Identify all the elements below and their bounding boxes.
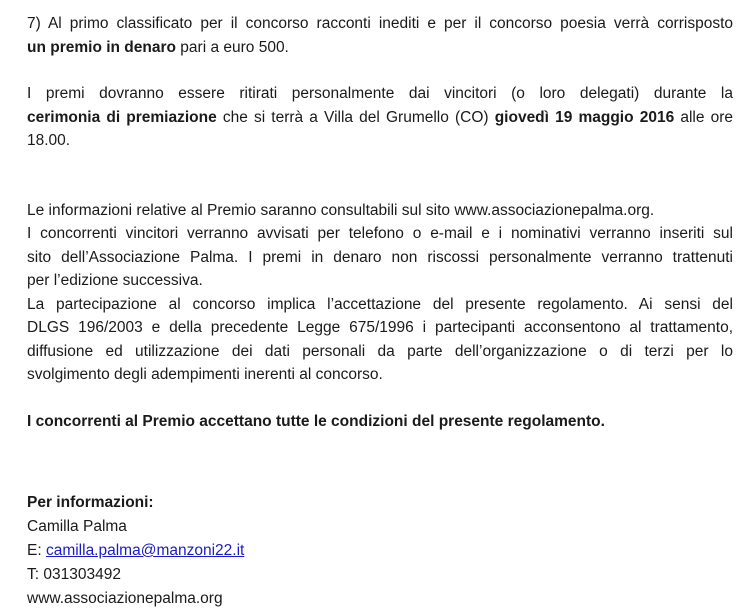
acceptance-statement: [27, 410, 733, 434]
ceremony-paragraph: [27, 82, 733, 153]
ceremony-date-bold: giovedì 19 maggio 2016: [494, 108, 675, 126]
contact-heading: [27, 491, 733, 515]
contact-email-row: [27, 539, 733, 563]
ceremony-location: che si terrà a Villa del Grumello (CO): [216, 108, 495, 126]
info-line-5: La partecipazione al concorso implica l’accettazione del presente regolamento. Ai sensi del: [27, 295, 733, 313]
prize-line-2-rest: pari a euro 500.: [175, 38, 289, 56]
info-line-3: sito dell’Associazione Palma. I premi in denaro non riscossi personalmente verranno trattenuti: [27, 248, 733, 266]
contact-heading-text: Per informazioni:: [27, 494, 154, 511]
acceptance-statement-text: I concorrenti al Premio accettano tutte le condizioni del presente regolamento.: [27, 412, 605, 430]
info-line-2: I concorrenti vincitori verranno avvisati per telefono o e-mail e i nominativi verranno inseriti sul: [27, 225, 733, 242]
prize-paragraph: [27, 12, 733, 59]
document-page: [27, 12, 733, 611]
ceremony-line-1: I premi dovranno essere ritirati personalmente dai vincitori (o loro delegati) durante la: [27, 85, 733, 102]
info-line-8: svolgimento degli adempimenti inerenti al concorso.: [27, 366, 383, 383]
contact-email-link[interactable]: camilla.palma@manzoni22.it: [45, 542, 245, 559]
info-line-4: per l’edizione successiva.: [27, 272, 203, 289]
info-line-1: Le informazioni relative al Premio saranno consultabili sul sito www.associazionepalma.org.: [27, 201, 655, 219]
ceremony-time-prefix: alle ore: [674, 108, 733, 126]
prize-line-1: 7) Al primo classificato per il concorso racconti inediti e per il concorso poesia verrà corrisposto: [27, 15, 733, 32]
info-line-7: diffusione ed utilizzazione dei dati personali da parte dell’organizzazione o di terzi per lo: [27, 342, 733, 360]
contact-block: [27, 491, 733, 611]
prize-line-2: [27, 36, 733, 60]
prize-amount-bold: un premio in denaro: [27, 38, 176, 56]
info-line-6: DLGS 196/2003 e della precedente Legge 675/1996 i partecipanti acconsentono al trattamento,: [27, 319, 733, 336]
contact-phone: T: 031303492: [27, 566, 121, 583]
ceremony-name-bold: cerimonia di premiazione: [27, 108, 217, 126]
contact-email-prefix: E:: [27, 542, 46, 559]
info-paragraph: [27, 199, 733, 387]
contact-name: Camilla Palma: [27, 518, 127, 535]
ceremony-line-2: [27, 106, 733, 130]
ceremony-line-3: 18.00.: [27, 132, 71, 149]
contact-website: www.associazionepalma.org: [27, 590, 223, 607]
